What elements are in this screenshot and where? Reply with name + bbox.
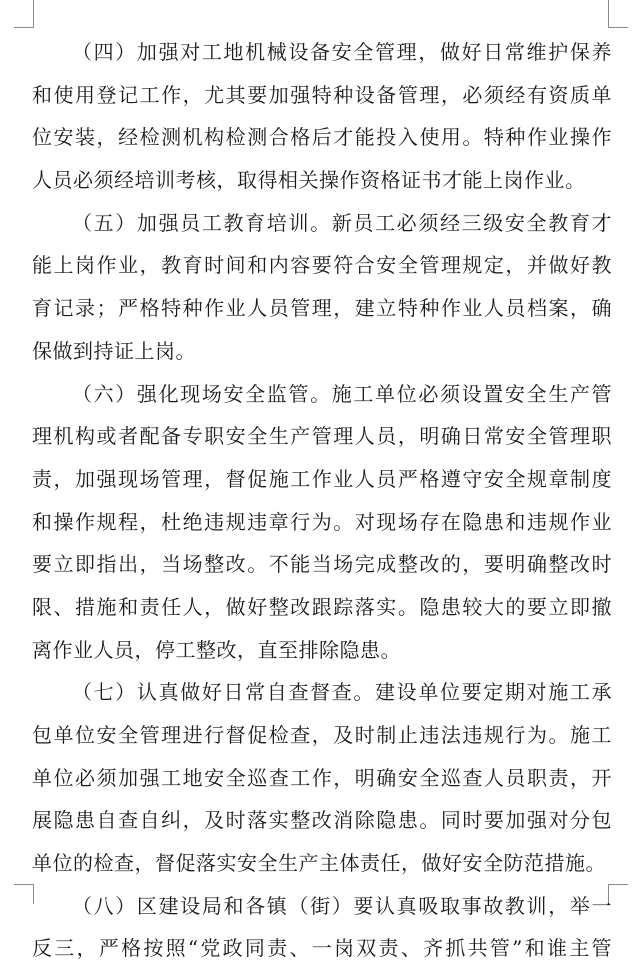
- text-line: 保做到持证上岗。: [32, 338, 196, 363]
- text-line: 能上岗作业，教育时间和内容要符合安全管理规定，并做好教: [32, 253, 612, 278]
- paragraph-5: [32, 202, 612, 373]
- crop-mark-top-right: [608, 0, 628, 28]
- text-line: 责，加强现场管理，督促施工作业人员严格遵守安全规章制度: [32, 466, 612, 491]
- text-line: 理机构或者配备专职安全生产管理人员，明确日常安全管理职: [32, 424, 612, 449]
- text-line: 要立即指出，当场整改。不能当场完成整改的，要明确整改时: [32, 552, 612, 577]
- text-line: 限、措施和责任人，做好整改跟踪落实。隐患较大的要立即撤: [32, 594, 612, 619]
- paragraph-7: [32, 671, 612, 884]
- text-line: 人员必须经培训考核，取得相关操作资格证书才能上岗作业。: [32, 168, 586, 193]
- text-line: （四）加强对工地机械设备安全管理，做好日常维护保养: [72, 40, 612, 64]
- text-line: 展隐患自查自纠，及时落实整改消除隐患。同时要加强对分包: [32, 808, 612, 833]
- text-line: 和操作规程，杜绝违规违章行为。对现场存在隐患和违规作业: [32, 509, 612, 534]
- text-line: 离作业人员，停工整改，直至排除隐患。: [32, 637, 401, 662]
- text-line: 和使用登记工作，尤其要加强特种设备管理，必须经有资质单: [32, 82, 612, 107]
- document-page: [32, 31, 612, 970]
- text-line: （五）加强员工教育培训。新员工必须经三级安全教育才: [72, 210, 612, 235]
- text-line: 反三，严格按照“党政同责、一岗双责、齐抓共管”和谁主管: [32, 936, 612, 961]
- text-line: 单位的检查，督促落实安全生产主体责任，做好安全防范措施。: [32, 851, 606, 876]
- text-line: （八）区建设局和各镇（街）要认真吸取事故教训，举一: [72, 893, 612, 918]
- text-line: 位安装，经检测机构检测合格后才能投入使用。特种作业操作: [32, 125, 612, 150]
- paragraph-8: [32, 885, 612, 970]
- text-line: 单位必须加强工地安全巡查工作，明确安全巡查人员职责，开: [32, 765, 612, 790]
- text-line: （七）认真做好日常自查督查。建设单位要定期对施工承: [72, 680, 612, 705]
- text-line: 育记录；严格特种作业人员管理，建立特种作业人员档案，确: [32, 296, 612, 321]
- crop-mark-top-left: [14, 0, 34, 28]
- crop-mark-bottom-left: [14, 884, 34, 904]
- text-line: （六）强化现场安全监管。施工单位必须设置安全生产管: [72, 381, 612, 406]
- paragraph-4: [32, 31, 612, 202]
- paragraph-6: [32, 373, 612, 672]
- text-line: 包单位安全管理进行督促检查，及时制止违法违规行为。施工: [32, 723, 612, 747]
